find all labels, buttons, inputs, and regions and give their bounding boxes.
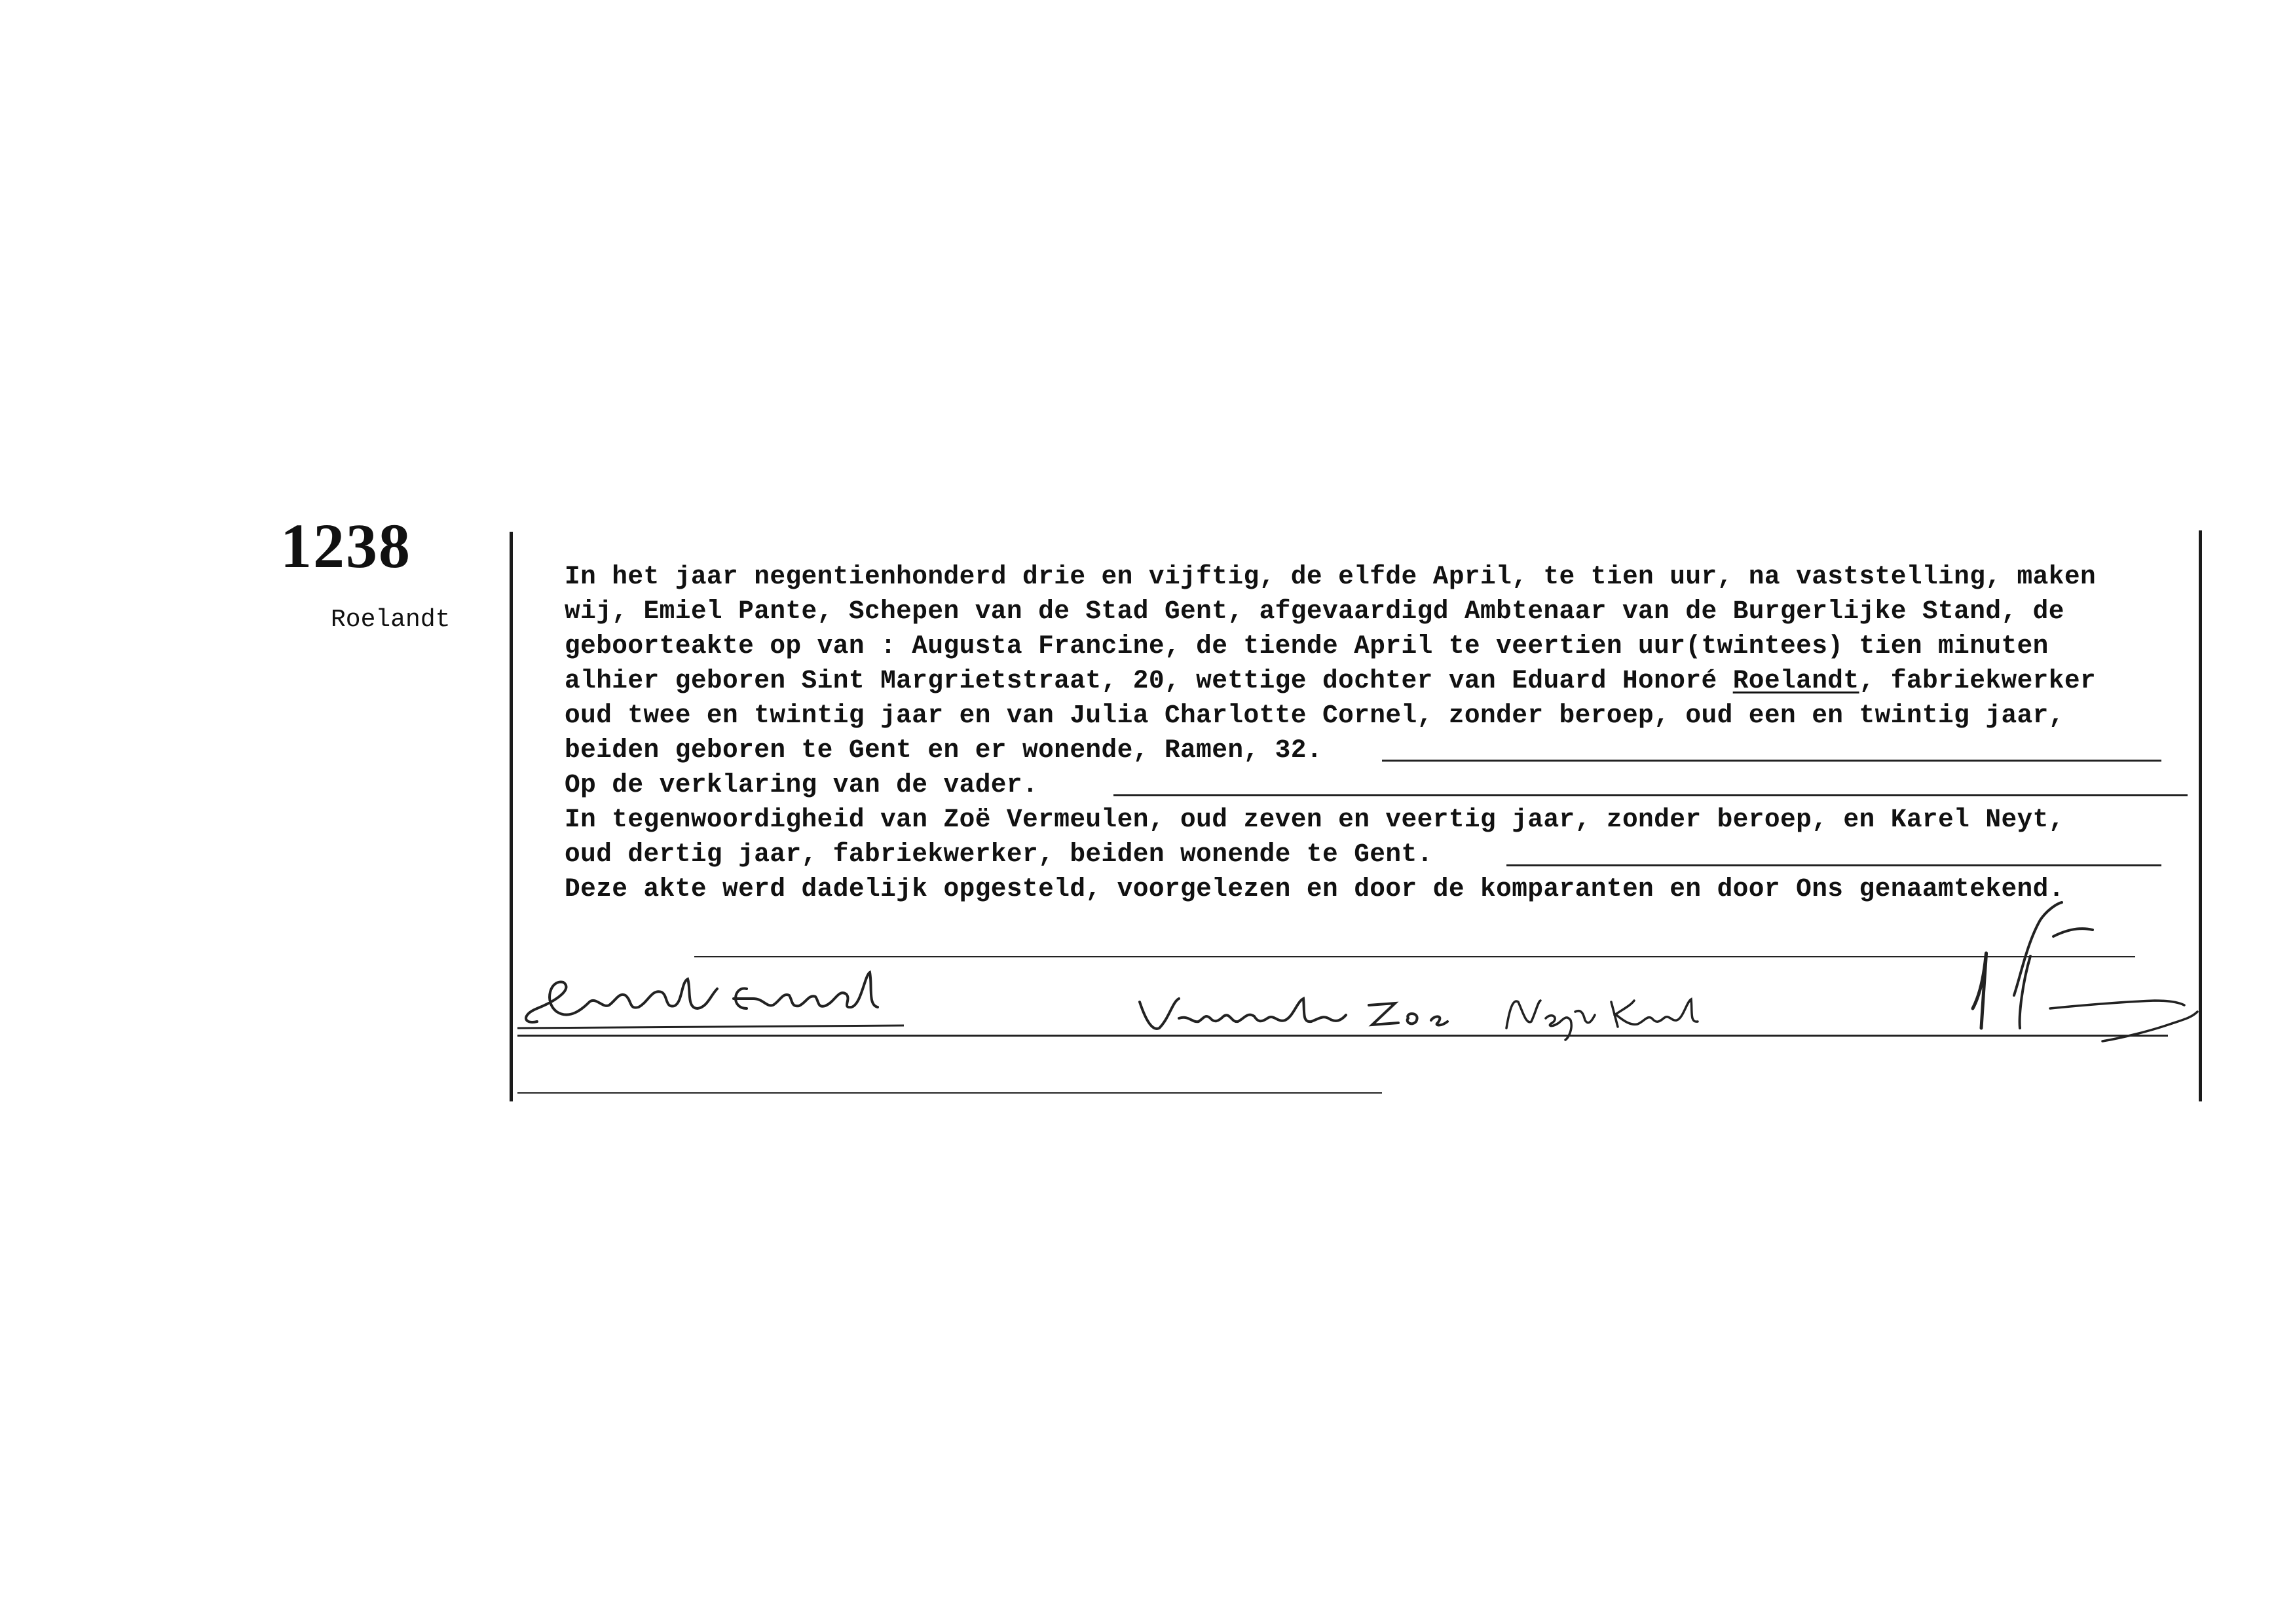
signature-roelandt-eduard bbox=[511, 963, 917, 1035]
margin-surname: Roelandt bbox=[331, 606, 451, 634]
fill-line-9 bbox=[1506, 864, 2161, 866]
text-line-10: Deze akte werd dadelijk opgesteld, voorgelezen en door de komparanten en door Ons genaamtekend. bbox=[565, 874, 2064, 904]
fill-line-7 bbox=[1113, 794, 2188, 796]
text-line-1: In het jaar negentienhonderd drie en vijftig, de elfde April, te tien uur, na vaststelling, maken bbox=[565, 562, 2097, 591]
bottom-rule bbox=[517, 1092, 1382, 1094]
text-line-2: wij, Emiel Pante, Schepen van de Stad Gent, afgevaardigd Ambtenaar van de Burgerlijke Stand, de bbox=[565, 597, 2064, 626]
fill-line-6 bbox=[1382, 760, 2161, 762]
signature-vermeulen-zoe bbox=[1133, 982, 1500, 1041]
text-line-6: beiden geboren te Gent en er wonende, Ramen, 32. bbox=[565, 735, 1322, 765]
text-line-7: Op de verklaring van de vader. bbox=[565, 770, 1039, 800]
signature-neyt-karel bbox=[1500, 982, 1709, 1041]
underlined-surname: Roelandt bbox=[1732, 666, 1859, 695]
text-line-8: In tegenwoordigheid van Zoë Vermeulen, oud zeven en veertig jaar, zonder beroep, en Karel Neyt, bbox=[565, 805, 2064, 834]
text-line-5: oud twee en twintig jaar en van Julia Charlotte Cornel, zonder beroep, oud een en twintig jaar, bbox=[565, 701, 2064, 730]
act-number: 1238 bbox=[280, 511, 411, 581]
act-text bbox=[565, 559, 2189, 906]
signature-officiant bbox=[1952, 891, 2214, 1061]
text-line-4-end: , fabriekwerker bbox=[1859, 666, 2097, 695]
text-line-4 bbox=[565, 663, 2189, 698]
text-line-9: oud dertig jaar, fabriekwerker, beiden wonende te Gent. bbox=[565, 840, 1433, 869]
signature-top-rule bbox=[694, 956, 2135, 957]
text-line-4-start: alhier geboren Sint Margrietstraat, 20, wettige dochter van Eduard Honoré bbox=[565, 666, 1733, 695]
text-line-3: geboorteakte op van : Augusta Francine, de tiende April te veertien uur(twintees) tien minuten bbox=[565, 631, 2049, 661]
